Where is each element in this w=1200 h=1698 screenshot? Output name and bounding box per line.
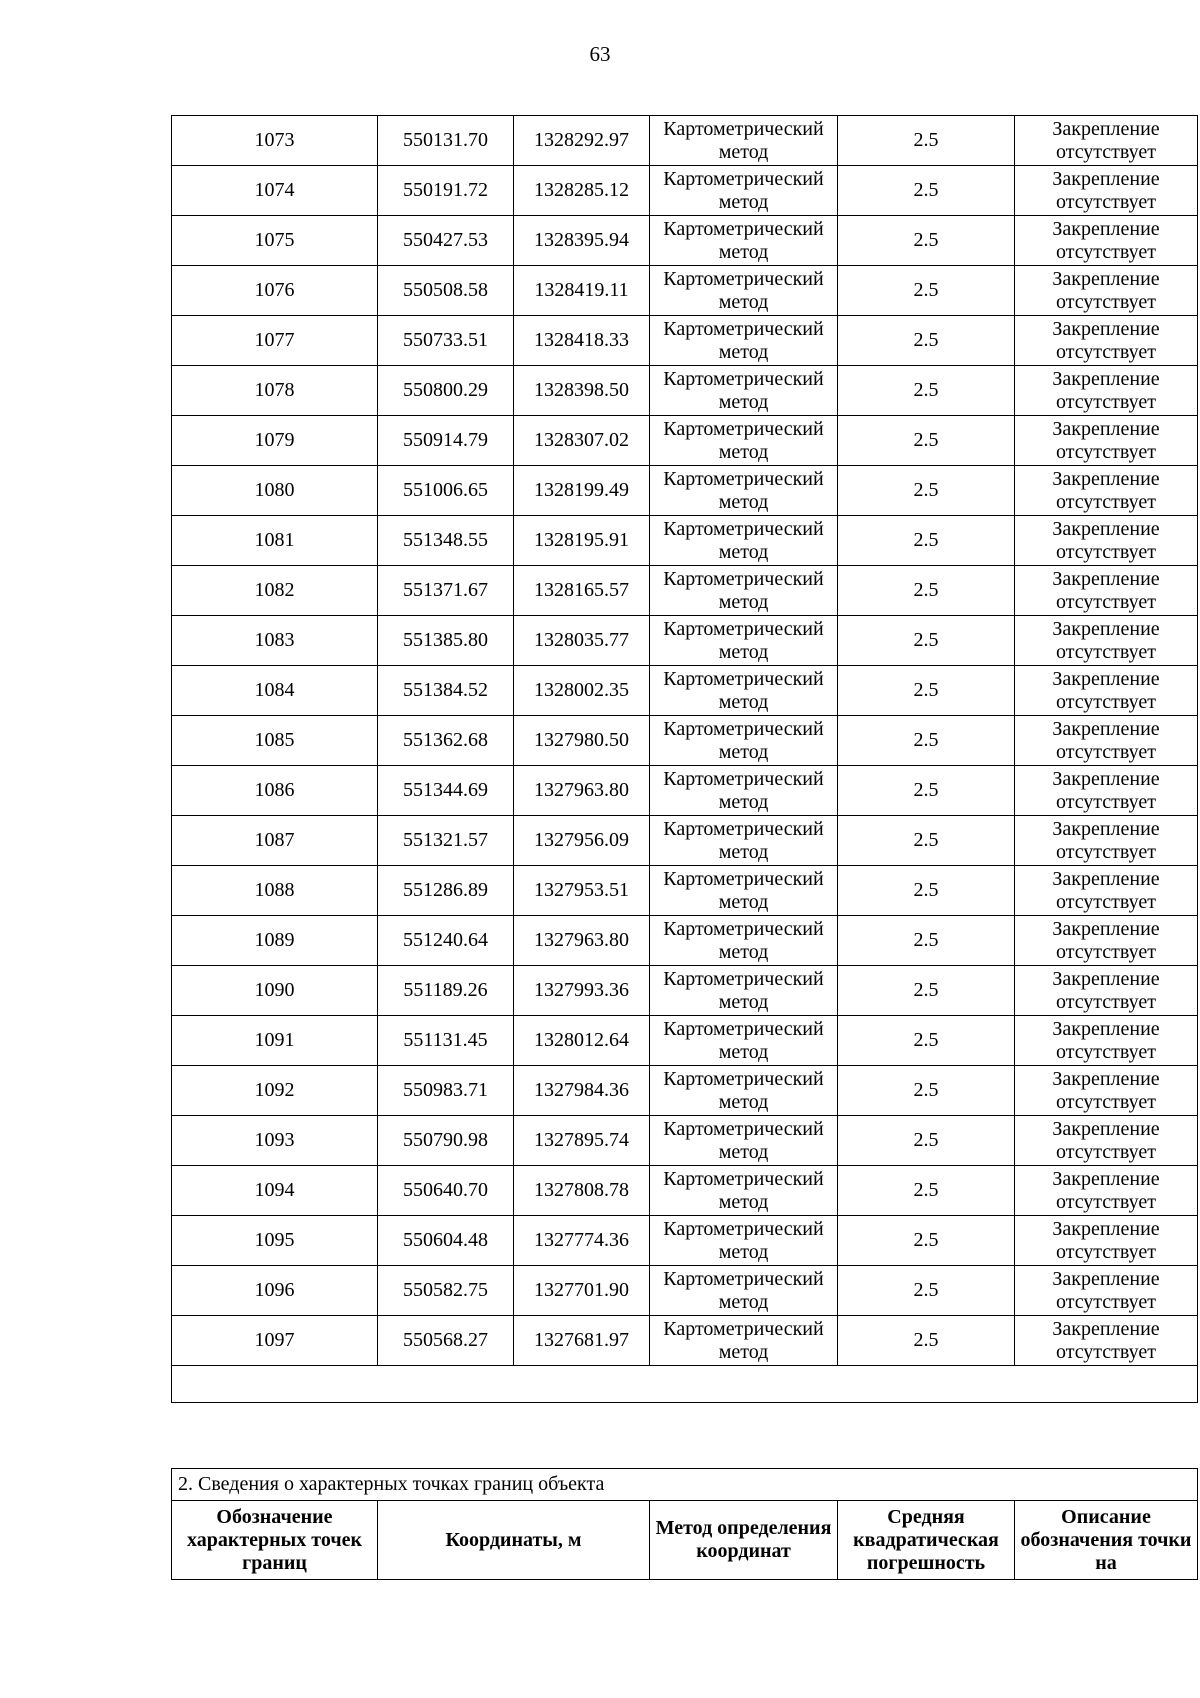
cell-x: 551240.64 <box>378 916 514 966</box>
cell-error: 2.5 <box>838 116 1015 166</box>
cell-point: 1090 <box>172 966 378 1016</box>
cell-error: 2.5 <box>838 166 1015 216</box>
cell-description: Закрепление отсутствует <box>1015 1266 1198 1316</box>
cell-error: 2.5 <box>838 916 1015 966</box>
cell-error: 2.5 <box>838 1316 1015 1366</box>
cell-x: 551286.89 <box>378 866 514 916</box>
cell-description: Закрепление отсутствует <box>1015 366 1198 416</box>
cell-y: 1328418.33 <box>514 316 650 366</box>
cell-x: 551344.69 <box>378 766 514 816</box>
cell-method: Картометрический метод <box>650 966 838 1016</box>
cell-error: 2.5 <box>838 866 1015 916</box>
cell-x: 550914.79 <box>378 416 514 466</box>
cell-point: 1095 <box>172 1216 378 1266</box>
cell-x: 550733.51 <box>378 316 514 366</box>
cell-point: 1093 <box>172 1116 378 1166</box>
page-number: 63 <box>589 42 611 66</box>
table-row <box>172 1016 1198 1066</box>
cell-method: Картометрический метод <box>650 1116 838 1166</box>
cell-x: 551385.80 <box>378 616 514 666</box>
cell-x: 550568.27 <box>378 1316 514 1366</box>
cell-description: Закрепление отсутствует <box>1015 766 1198 816</box>
cell-x: 550640.70 <box>378 1166 514 1216</box>
section2-title-row <box>172 1469 1198 1501</box>
cell-description: Закрепление отсутствует <box>1015 166 1198 216</box>
cell-y: 1328002.35 <box>514 666 650 716</box>
cell-y: 1328165.57 <box>514 566 650 616</box>
cell-method: Картометрический метод <box>650 916 838 966</box>
cell-error: 2.5 <box>838 466 1015 516</box>
table-row <box>172 216 1198 266</box>
cell-point: 1073 <box>172 116 378 166</box>
cell-y: 1328035.77 <box>514 616 650 666</box>
cell-error: 2.5 <box>838 316 1015 366</box>
table-row <box>172 1266 1198 1316</box>
cell-error: 2.5 <box>838 216 1015 266</box>
table-row <box>172 616 1198 666</box>
header-method: Метод определения координат <box>650 1501 838 1580</box>
cell-method: Картометрический метод <box>650 366 838 416</box>
cell-description: Закрепление отсутствует <box>1015 466 1198 516</box>
cell-method: Картометрический метод <box>650 1166 838 1216</box>
cell-x: 551006.65 <box>378 466 514 516</box>
cell-error: 2.5 <box>838 566 1015 616</box>
header-description: Описание обозначения точки на <box>1015 1501 1198 1580</box>
cell-y: 1327980.50 <box>514 716 650 766</box>
cell-y: 1327953.51 <box>514 866 650 916</box>
cell-method: Картометрический метод <box>650 866 838 916</box>
cell-point: 1087 <box>172 816 378 866</box>
header-point: Обозначение характерных точек границ <box>172 1501 378 1580</box>
cell-method: Картометрический метод <box>650 666 838 716</box>
cell-method: Картометрический метод <box>650 1066 838 1116</box>
cell-description: Закрепление отсутствует <box>1015 1166 1198 1216</box>
table-row <box>172 666 1198 716</box>
cell-error: 2.5 <box>838 1166 1015 1216</box>
section2-header-row <box>172 1501 1198 1580</box>
cell-y: 1327774.36 <box>514 1216 650 1266</box>
table-row <box>172 1316 1198 1366</box>
cell-x: 550983.71 <box>378 1066 514 1116</box>
cell-error: 2.5 <box>838 1016 1015 1066</box>
cell-method: Картометрический метод <box>650 766 838 816</box>
cell-y: 1327963.80 <box>514 766 650 816</box>
cell-error: 2.5 <box>838 666 1015 716</box>
cell-point: 1092 <box>172 1066 378 1116</box>
cell-error: 2.5 <box>838 1216 1015 1266</box>
cell-description: Закрепление отсутствует <box>1015 266 1198 316</box>
cell-method: Картометрический метод <box>650 1316 838 1366</box>
table-row <box>172 916 1198 966</box>
cell-x: 551371.67 <box>378 566 514 616</box>
cell-description: Закрепление отсутствует <box>1015 216 1198 266</box>
table-row <box>172 1216 1198 1266</box>
cell-error: 2.5 <box>838 616 1015 666</box>
cell-method: Картометрический метод <box>650 566 838 616</box>
cell-method: Картометрический метод <box>650 1266 838 1316</box>
cell-point: 1091 <box>172 1016 378 1066</box>
cell-x: 550582.75 <box>378 1266 514 1316</box>
cell-error: 2.5 <box>838 966 1015 1016</box>
cell-method: Картометрический метод <box>650 416 838 466</box>
table-row <box>172 816 1198 866</box>
cell-point: 1077 <box>172 316 378 366</box>
section2-table <box>171 1468 1198 1580</box>
cell-x: 551189.26 <box>378 966 514 1016</box>
table-row <box>172 516 1198 566</box>
table-row <box>172 866 1198 916</box>
cell-y: 1327984.36 <box>514 1066 650 1116</box>
cell-description: Закрепление отсутствует <box>1015 566 1198 616</box>
cell-method: Картометрический метод <box>650 316 838 366</box>
cell-y: 1328307.02 <box>514 416 650 466</box>
cell-y: 1328419.11 <box>514 266 650 316</box>
cell-description: Закрепление отсутствует <box>1015 1016 1198 1066</box>
cell-point: 1081 <box>172 516 378 566</box>
table-row <box>172 1166 1198 1216</box>
cell-description: Закрепление отсутствует <box>1015 1116 1198 1166</box>
cell-point: 1074 <box>172 166 378 216</box>
cell-y: 1328195.91 <box>514 516 650 566</box>
cell-error: 2.5 <box>838 366 1015 416</box>
cell-error: 2.5 <box>838 516 1015 566</box>
table-row <box>172 566 1198 616</box>
cell-y: 1327993.36 <box>514 966 650 1016</box>
cell-point: 1089 <box>172 916 378 966</box>
cell-error: 2.5 <box>838 1266 1015 1316</box>
cell-error: 2.5 <box>838 766 1015 816</box>
cell-point: 1082 <box>172 566 378 616</box>
cell-error: 2.5 <box>838 1066 1015 1116</box>
cell-y: 1328292.97 <box>514 116 650 166</box>
cell-y: 1327701.90 <box>514 1266 650 1316</box>
cell-method: Картометрический метод <box>650 716 838 766</box>
cell-method: Картометрический метод <box>650 616 838 666</box>
cell-x: 551362.68 <box>378 716 514 766</box>
cell-x: 551131.45 <box>378 1016 514 1066</box>
cell-description: Закрепление отсутствует <box>1015 816 1198 866</box>
cell-error: 2.5 <box>838 266 1015 316</box>
coordinates-table <box>171 115 1198 1403</box>
cell-point: 1096 <box>172 1266 378 1316</box>
cell-x: 551384.52 <box>378 666 514 716</box>
cell-method: Картометрический метод <box>650 516 838 566</box>
cell-method: Картометрический метод <box>650 266 838 316</box>
cell-description: Закрепление отсутствует <box>1015 316 1198 366</box>
cell-description: Закрепление отсутствует <box>1015 516 1198 566</box>
cell-point: 1088 <box>172 866 378 916</box>
table-row <box>172 316 1198 366</box>
table-row <box>172 1116 1198 1166</box>
cell-error: 2.5 <box>838 816 1015 866</box>
header-coords: Координаты, м <box>378 1501 650 1580</box>
cell-description: Закрепление отсутствует <box>1015 1066 1198 1116</box>
cell-point: 1076 <box>172 266 378 316</box>
cell-method: Картометрический метод <box>650 1216 838 1266</box>
cell-point: 1080 <box>172 466 378 516</box>
cell-description: Закрепление отсутствует <box>1015 916 1198 966</box>
table-row <box>172 766 1198 816</box>
cell-point: 1084 <box>172 666 378 716</box>
cell-method: Картометрический метод <box>650 216 838 266</box>
cell-x: 550508.58 <box>378 266 514 316</box>
table-row <box>172 1066 1198 1116</box>
section2-title: 2. Сведения о характерных точках границ объекта <box>172 1469 1198 1501</box>
cell-description: Закрепление отсутствует <box>1015 416 1198 466</box>
cell-point: 1097 <box>172 1316 378 1366</box>
cell-x: 550604.48 <box>378 1216 514 1266</box>
cell-x: 550131.70 <box>378 116 514 166</box>
cell-y: 1328285.12 <box>514 166 650 216</box>
cell-error: 2.5 <box>838 1116 1015 1166</box>
cell-method: Картометрический метод <box>650 466 838 516</box>
cell-error: 2.5 <box>838 716 1015 766</box>
cell-y: 1328199.49 <box>514 466 650 516</box>
table-blank-row <box>172 1366 1198 1403</box>
blank-cell <box>172 1366 1198 1403</box>
cell-x: 550427.53 <box>378 216 514 266</box>
cell-y: 1327681.97 <box>514 1316 650 1366</box>
cell-error: 2.5 <box>838 416 1015 466</box>
cell-x: 551321.57 <box>378 816 514 866</box>
cell-point: 1079 <box>172 416 378 466</box>
cell-method: Картометрический метод <box>650 1016 838 1066</box>
cell-description: Закрепление отсутствует <box>1015 1316 1198 1366</box>
table-row <box>172 966 1198 1016</box>
cell-y: 1327895.74 <box>514 1116 650 1166</box>
cell-y: 1328395.94 <box>514 216 650 266</box>
cell-y: 1327956.09 <box>514 816 650 866</box>
cell-description: Закрепление отсутствует <box>1015 616 1198 666</box>
cell-x: 550191.72 <box>378 166 514 216</box>
cell-x: 550800.29 <box>378 366 514 416</box>
cell-description: Закрепление отсутствует <box>1015 866 1198 916</box>
cell-description: Закрепление отсутствует <box>1015 1216 1198 1266</box>
table-row <box>172 266 1198 316</box>
cell-method: Картометрический метод <box>650 816 838 866</box>
table-row <box>172 466 1198 516</box>
cell-y: 1327808.78 <box>514 1166 650 1216</box>
cell-y: 1327963.80 <box>514 916 650 966</box>
table-row <box>172 166 1198 216</box>
table-row <box>172 366 1198 416</box>
cell-description: Закрепление отсутствует <box>1015 966 1198 1016</box>
cell-y: 1328398.50 <box>514 366 650 416</box>
cell-point: 1085 <box>172 716 378 766</box>
cell-description: Закрепление отсутствует <box>1015 116 1198 166</box>
cell-point: 1078 <box>172 366 378 416</box>
cell-point: 1086 <box>172 766 378 816</box>
header-error: Средняя квадратическая погрешность <box>838 1501 1015 1580</box>
table-row <box>172 416 1198 466</box>
cell-method: Картометрический метод <box>650 116 838 166</box>
table-row <box>172 116 1198 166</box>
cell-point: 1075 <box>172 216 378 266</box>
cell-method: Картометрический метод <box>650 166 838 216</box>
cell-x: 550790.98 <box>378 1116 514 1166</box>
cell-point: 1083 <box>172 616 378 666</box>
cell-x: 551348.55 <box>378 516 514 566</box>
cell-point: 1094 <box>172 1166 378 1216</box>
cell-y: 1328012.64 <box>514 1016 650 1066</box>
cell-description: Закрепление отсутствует <box>1015 666 1198 716</box>
table-row <box>172 716 1198 766</box>
cell-description: Закрепление отсутствует <box>1015 716 1198 766</box>
